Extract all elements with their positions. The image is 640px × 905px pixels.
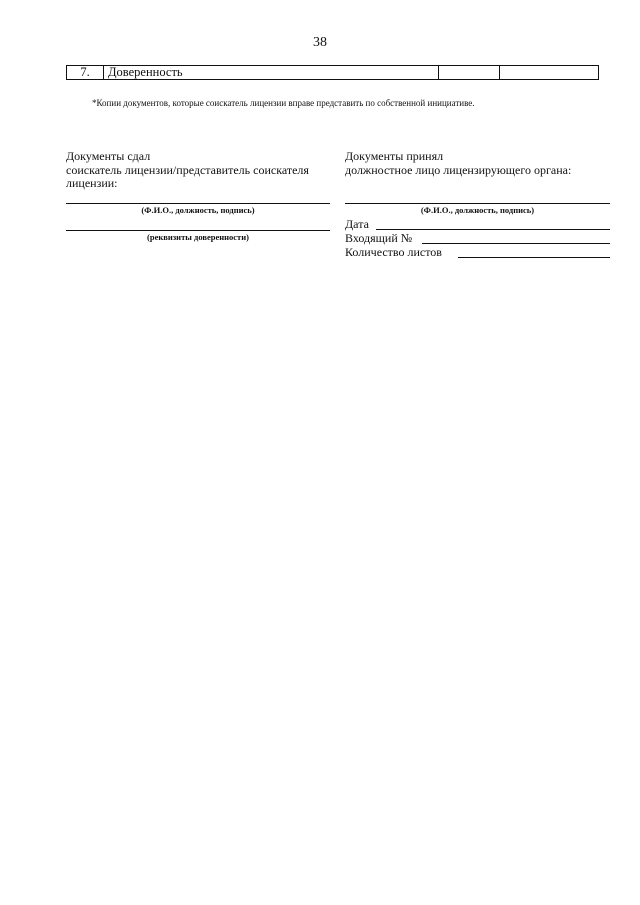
left-power-line	[66, 230, 330, 231]
left-title-line2: соискатель лицензии/представитель соискателя	[66, 163, 309, 177]
right-signature-line	[345, 203, 610, 204]
left-signature-caption: (Ф.И.О., должность, подпись)	[141, 205, 255, 215]
incoming-number-line	[422, 243, 610, 244]
incoming-number-label: Входящий №	[345, 231, 413, 245]
left-power-caption: (реквизиты доверенности)	[147, 232, 249, 242]
left-title-line3: лицензии:	[66, 176, 118, 190]
row-cell-a	[439, 66, 500, 80]
footnote: *Копии документов, которые соискатель лицензии вправе представить по собственной инициативе.	[92, 98, 475, 108]
right-title-line1: Документы принял	[345, 149, 444, 163]
right-title-line2: должностное лицо лицензирующего органа:	[345, 163, 572, 177]
right-signature-caption: (Ф.И.О., должность, подпись)	[420, 205, 535, 215]
table-row	[67, 66, 599, 80]
documents-table	[66, 65, 599, 80]
left-title-line1: Документы сдал	[66, 149, 151, 163]
left-signature-line	[66, 203, 330, 204]
row-cell-b	[500, 66, 599, 80]
page-number: 38	[313, 35, 327, 50]
sheets-count-label: Количество листов	[345, 245, 442, 259]
row-number: 7.	[67, 66, 104, 80]
row-document-name: Доверенность	[104, 66, 439, 80]
date-line	[376, 229, 610, 230]
date-label: Дата	[345, 217, 369, 231]
sheets-count-line	[458, 257, 610, 258]
